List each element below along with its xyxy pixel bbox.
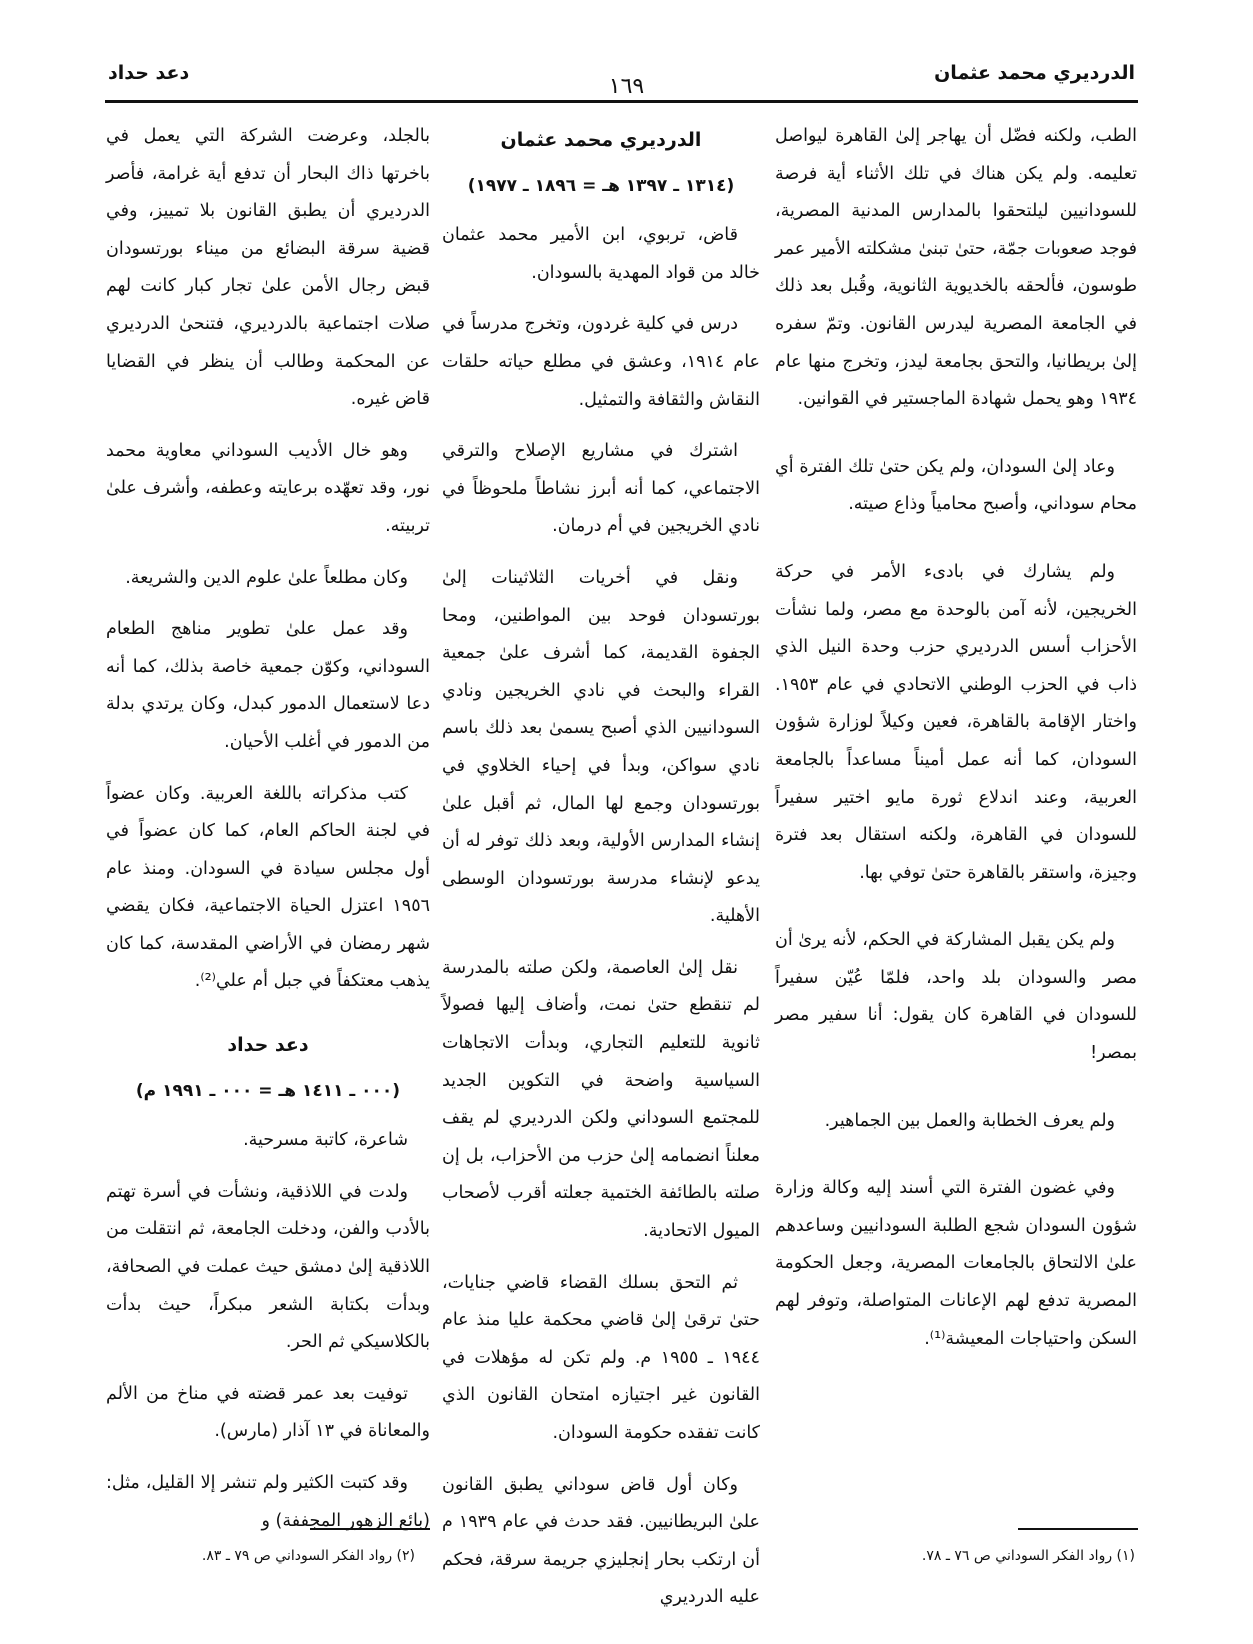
column-left	[106, 118, 430, 1554]
paragraph: وقد كتبت الكثير ولم تنشر إلا القليل، مثل: (بائع الزهور المجففة) و	[106, 1473, 430, 1531]
footnote-rule	[1018, 1528, 1138, 1530]
paragraph: كتب مذكراته باللغة العربية. وكان عضواً في لجنة الحاكم العام، كما كان عضواً في أول مجلس سيادة في السودان. ومنذ عام ١٩٥٦ اعتزل الحياة الاجتماعية، فكان يقضي شهر رمضان في الأراضي المقدسة، كما كان يذهب معتكفاً في جبل أم علي⁽²⁾.	[106, 783, 430, 992]
running-header-left: دعد حداد	[108, 62, 190, 84]
paragraph: نقل إلىٰ العاصمة، ولكن صلته بالمدرسة لم تنقطع حتىٰ نمت، وأضاف إليها فصولاً ثانوية للتعليم التجاري، وبدأت الاتجاهات السياسية واضحة في التكوين الجديد للمجتمع السوداني ولكن الدرديري لم يقف معلناً انضمامه إلىٰ حزب من الأحزاب، بل إن صلته بالطائفة الختمية جعلته أقرب لأصحاب الميول الاتحادية.	[442, 957, 760, 1242]
paragraph: ونقل في أخريات الثلاثينات إلىٰ بورتسودان فوحد بين المواطنين، ومحا الجفوة القديمة، كما أشرف علىٰ جمعية القراء والبحث في نادي الخريجين ونادي السودانيين الذي أصبح يسمىٰ بعد ذلك باسم نادي سواكن، وبدأ في إحياء الخلاوي في بورتسودان وجمع لها المال، ثم أقبل علىٰ إنشاء المدارس الأولية، وبعد ذلك توفر له أن يدعو لإنشاء مدرسة بورتسودان الوسطى الأهلية.	[442, 567, 760, 927]
paragraph: قاض، تربوي، ابن الأمير محمد عثمان خالد من قواد المهدية بالسودان.	[442, 225, 760, 283]
footnote-rule	[310, 1528, 430, 1530]
paragraph: وكان مطلعاً علىٰ علوم الدين والشريعة.	[125, 567, 408, 588]
page-number: ١٦٩	[608, 74, 645, 99]
entry-title: الدرديري محمد عثمان	[500, 129, 702, 151]
paragraph: ثم التحق بسلك القضاء قاضي جنايات، حتىٰ ترقىٰ إلىٰ قاضي محكمة عليا منذ عام ١٩٤٤ ـ ١٩٥٥ م. ولم تكن له مؤهلات في القانون غير اجتيازه امتحان القانون الذي كانت تفقده حكومة السودان.	[442, 1272, 760, 1443]
paragraph: توفيت بعد عمر قضته في مناخ من الألم والمعاناة في ١٣ آذار (مارس).	[106, 1383, 430, 1442]
paragraph: بالجلد، وعرضت الشركة التي يعمل في باخرتها ذاك البحار أن تدفع أية غرامة، فأصر الدرديري أن يطبق القانون بلا تمييز، وفي قضية سرقة البضائع من ميناء بورتسودان قبض رجال الأمن علىٰ تجار كبار كانت لهم صلات اجتماعية بالدرديري، فتنحىٰ الدرديري عن المحكمة وطالب أن ينظر في القضايا قاض غيره.	[106, 126, 430, 410]
paragraph: وعاد إلىٰ السودان، ولم يكن حتىٰ تلك الفترة أي محام سوداني، وأصبح محامياً وذاع صيته.	[775, 456, 1137, 515]
paragraph: وقد عمل علىٰ تطوير مناهج الطعام السوداني، وكوّن جمعية خاصة بذلك، كما أنه دعا لاستعمال الدمور كبدل، وكان يرتدي بدلة من الدمور في أغلب الأحيان.	[106, 619, 430, 752]
paragraph: ولم يعرف الخطابة والعمل بين الجماهير.	[824, 1110, 1115, 1131]
paragraph: شاعرة، كاتبة مسرحية.	[243, 1130, 408, 1151]
paragraph: ولم يشارك في بادىء الأمر في حركة الخريجين، لأنه آمن بالوحدة مع مصر، ولما نشأت الأحزاب أسس الدرديري حزب وحدة النيل الذي ذاب في الحزب الوطني الاتحادي في عام ١٩٥٣. واختار الإقامة بالقاهرة، فعين وكيلاً لوزارة شؤون السودان، كما أنه عمل أميناً مساعداً بالجامعة العربية، وعند اندلاع ثورة مايو اختير سفيراً للسودان في القاهرة، ولكنه استقال بعد فترة وجيزة، واستقر بالقاهرة حتىٰ توفي بها.	[775, 561, 1137, 883]
footnote-1: (١) رواد الفكر السوداني ص ٧٦ ـ ٧٨.	[921, 1548, 1135, 1564]
header-rule	[105, 100, 1138, 103]
paragraph: ولدت في اللاذقية، ونشأت في أسرة تهتم بالأدب والفن، ودخلت الجامعة، ثم انتقلت من اللاذقية إلىٰ دمشق حيث عملت في الصحافة، وبدأت بكتابة الشعر مبكراً، حيث بدأت بالكلاسيكي ثم الحر.	[106, 1181, 430, 1353]
paragraph: ولم يكن يقبل المشاركة في الحكم، لأنه يرىٰ أن مصر والسودان بلد واحد، فلمّا عُيّن سفيراً للسودان في القاهرة كان يقول: أنا سفير مصر بمصر!	[775, 930, 1137, 1064]
entry-title: دعد حداد	[227, 1034, 309, 1057]
column-right	[775, 118, 1137, 1372]
paragraph: وكان أول قاض سوداني يطبق القانون علىٰ البريطانيين. فقد حدث في عام ١٩٣٩ م أن ارتكب بحار إنجليزي جريمة سرقة، فحكم عليه الدرديري	[442, 1474, 760, 1608]
paragraph: درس في كلية غردون، وتخرج مدرساً في عام ١٩١٤، وعشق في مطلع حياته حلقات النقاش والثقافة والتمثيل.	[442, 314, 760, 410]
paragraph: وفي غضون الفترة التي أسند إليه وكالة وزارة شؤون السودان شجع الطلبة السودانيين وساعدهم علىٰ الالتحاق بالجامعات المصرية، وجعل الحكومة المصرية تدفع لهم الإعانات المتواصلة، وتوفر لهم السكن واحتياجات المعيشة⁽¹⁾.	[775, 1178, 1137, 1349]
paragraph: وهو خال الأديب السوداني معاوية محمد نور، وقد تعهّده برعايته وعطفه، وأشرف علىٰ تربيته.	[106, 440, 430, 536]
entry-dates: (١٣١٤ ـ ١٣٩٧ هـ = ١٨٩٦ ـ ١٩٧٧)	[467, 175, 735, 196]
running-header-right: الدرديري محمد عثمان	[934, 62, 1135, 84]
paragraph: اشترك في مشاريع الإصلاح والترقي الاجتماعي، كما أنه أبرز نشاطاً ملحوظاً في نادي الخريجين في أم درمان.	[442, 441, 760, 537]
column-middle	[442, 118, 760, 1631]
footnote-2: (٢) رواد الفكر السوداني ص ٧٩ ـ ٨٣.	[201, 1548, 415, 1564]
entry-dates: (٠٠٠ ـ ١٤١١ هـ = ٠٠٠ ـ ١٩٩١ م)	[135, 1080, 401, 1101]
paragraph: الطب، ولكنه فضّل أن يهاجر إلىٰ القاهرة ليواصل تعليمه. ولم يكن هناك في تلك الأثناء أية فرصة للسودانيين ليلتحقوا بالمدارس المدنية المصرية، فوجد صعوبات جمّة، حتىٰ تبنىٰ مشكلته الأمير عمر طوسون، فألحقه بالخديوية الثانوية، وقُبل بعد ذلك في الجامعة المصرية ليدرس القانون. وتمّ سفره إلىٰ بريطانيا، والتحق بجامعة ليدز، وتخرج منها عام ١٩٣٤ وهو يحمل شهادة الماجستير في القوانين.	[775, 126, 1137, 410]
